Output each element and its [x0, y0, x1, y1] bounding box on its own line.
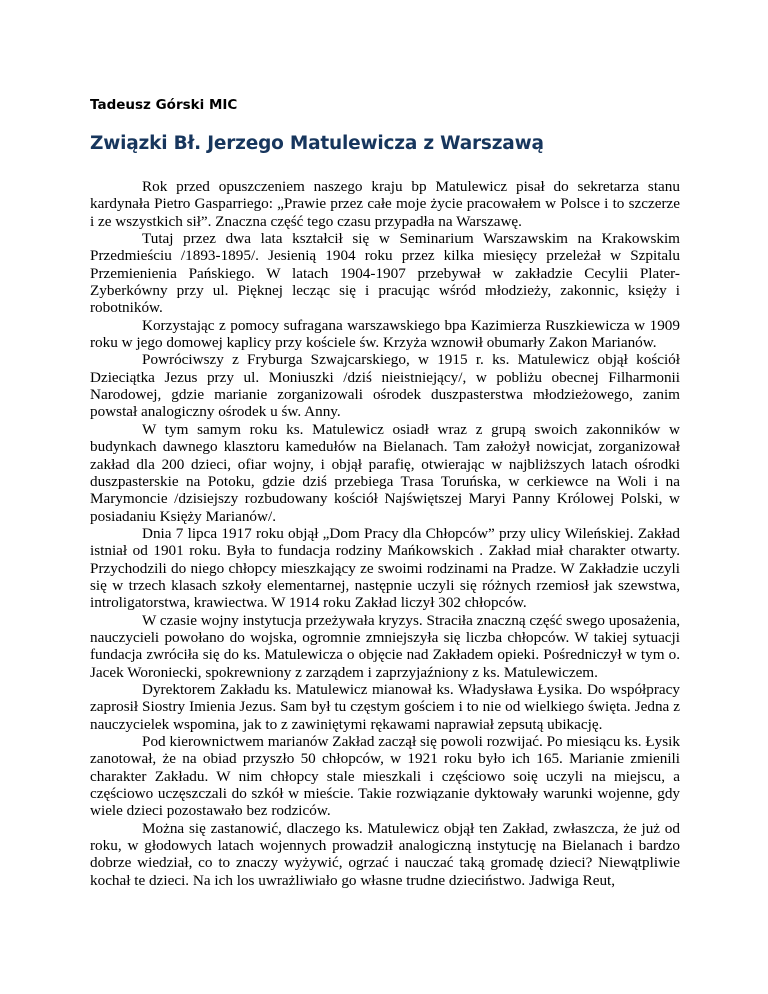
author-line: Tadeusz Górski MIC: [90, 97, 238, 113]
paragraph: Można się zastanowić, dlaczego ks. Matulewicz objął ten Zakład, zwłaszcza, że już od roku, w głodowych latach wojennych prowadził analogiczną instytucję na Bielanach i bardzo dobrze wiedział, co to znaczy wyżywić, ogrzać i nauczać taką gromadę dzieci? Niewątpliwie kochał te dzieci. Na ich los uwrażliwiało go własne trudne dzieciństwo. Jadwiga Reut,: [90, 819, 680, 889]
paragraph: Dnia 7 lipca 1917 roku objął „Dom Pracy dla Chłopców” przy ulicy Wileńskiej. Zakład istniał od 1901 roku. Była to fundacja rodziny Mańkowskich . Zakład miał charakter otwarty. Przychodzili do niego chłopcy mieszkający ze swoimi rodzinami na Pradze. W Zakładzie uczyli się w trzech klasach szkoły elementarnej, następnie uczyli się różnych rzemiosł jak szewstwa, introligatorstwa, krawiectwa. W 1914 roku Zakład liczył 302 chłopców.: [90, 524, 680, 612]
paragraph: Korzystając z pomocy sufragana warszawskiego bpa Kazimierza Ruszkiewicza w 1909 roku w jego domowej kaplicy przy kościele św. Krzyża wznowił obumarły Zakon Marianów.: [90, 316, 680, 352]
paragraph: Powróciwszy z Fryburga Szwajcarskiego, w 1915 r. ks. Matulewicz objął kościół Dzieciątka Jezus przy ul. Moniuszki /dziś nieistniejący/, w pobliżu obecnej Filharmonii Narodowej, gdzie marianie zorganizowali ośrodek duszpasterstwa młodzieżowego, zanim powstał analogiczny ośrodek u św. Anny.: [90, 351, 680, 421]
paragraph: Pod kierownictwem marianów Zakład zaczął się powoli rozwijać. Po miesiącu ks. Łysik zanotował, że na obiad przyszło 50 chłopców, w 1921 roku było ich 165. Marianie zmienili charakter Zakładu. W nim chłopcy stale mieszkali i częściowo soię uczyli na miejscu, a częściowo uczęszczali do szkół w mieście. Takie rozwiązanie dyktowały warunki wojenne, gdy wiele dzieci pozostawało bez rodziców.: [90, 733, 680, 820]
article-body: [90, 178, 680, 889]
paragraph: W czasie wojny instytucja przeżywała kryzys. Straciła znaczną część swego uposażenia, nauczycieli powołano do wojska, ogromnie zmniejszyła się liczba chłopców. W takiej sytuacji fundacja zwróciła się do ks. Matulewicza o objęcie nad Zakładem opieki. Pośredniczył w tym o. Jacek Woroniecki, spokrewniony z zarządem i zaprzyjaźniony z ks. Matulewiczem.: [90, 611, 680, 681]
paragraph: Rok przed opuszczeniem naszego kraju bp Matulewicz pisał do sekretarza stanu kardynała Pietro Gasparriego: „Prawie przez całe moje życie pracowałem w Polsce i to szczerze i ze wszystkich sił”. Znaczna część tego czasu przypadła na Warszawę.: [90, 178, 680, 230]
article-title: Związki Bł. Jerzego Matulewicza z Warszawą: [90, 133, 544, 154]
paragraph: Tutaj przez dwa lata kształcił się w Seminarium Warszawskim na Krakowskim Przedmieściu /1893-1895/. Jesienią 1904 roku przez kilka miesięcy przeleżał w Szpitalu Przemienienia Pańskiego. W latach 1904-1907 przebywał w zakładzie Cecylii Plater-Zyberkówny przy ul. Pięknej lecząc się i pracując wśród młodzieży, zakonnic, księży i robotników.: [90, 230, 680, 317]
paragraph: Dyrektorem Zakładu ks. Matulewicz mianował ks. Władysława Łysika. Do współpracy zaprosił Siostry Imienia Jezus. Sam był tu częstym gościem i to nie od wielkiego święta. Jedna z nauczycielek wspomina, jak to z zawiniętymi rękawami naprawiał zepsutą ubikację.: [90, 680, 680, 733]
paragraph: W tym samym roku ks. Matulewicz osiadł wraz z grupą swoich zakonników w budynkach dawnego klasztoru kamedułów na Bielanach. Tam założył nowicjat, zorganizował zakład dla 200 dzieci, ofiar wojny, i objął parafię, otwierając w najbliższych latach ośrodki duszpasterskie na Potoku, gdzie dziś przebiega Trasa Toruńska, w cerkiewce na Woli i na Marymoncie /dzisiejszy rozbudowany kościół Najświętszej Maryi Panny Królowej Polski, w posiadaniu Księży Marianów/.: [90, 420, 680, 525]
